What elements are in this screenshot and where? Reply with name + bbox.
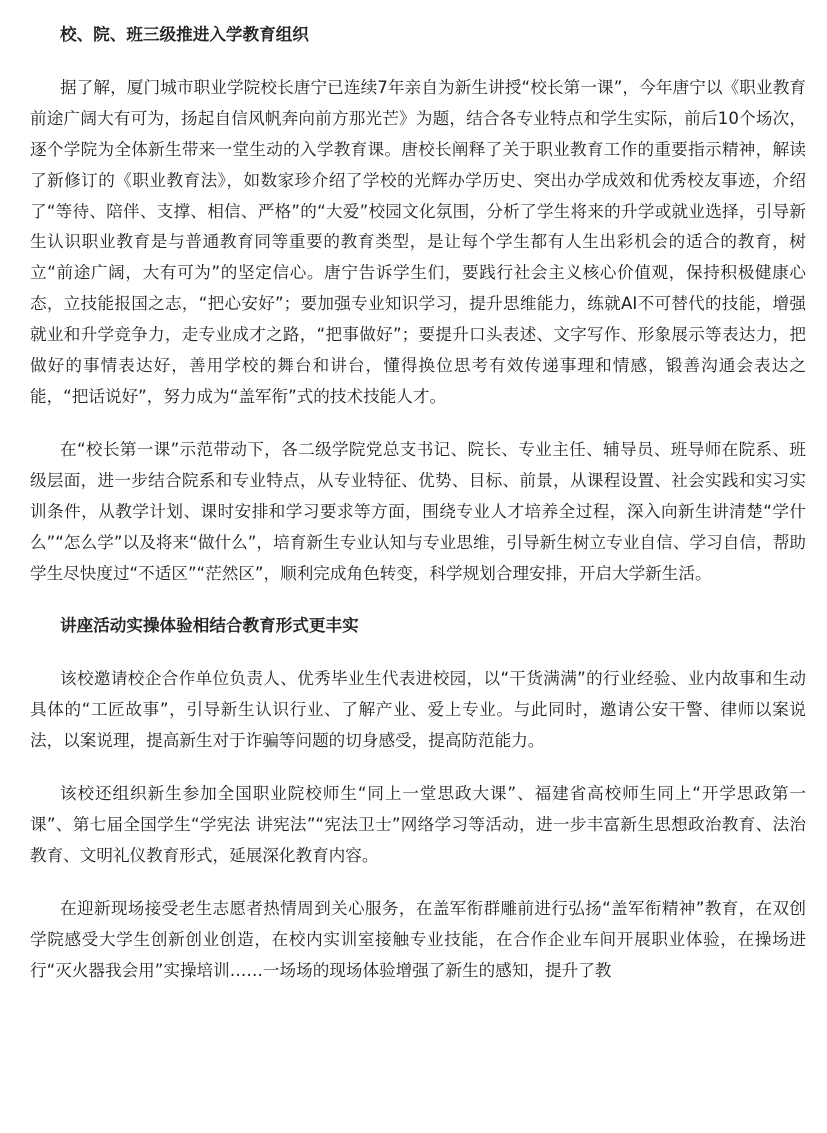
paragraph: 在迎新现场接受老生志愿者热情周到关心服务，在盖军衔群雕前进行弘扬“盖军衔精神”教育，在双创学院感受大学生创新创业创造，在校内实训室接触专业技能，在合作企业车间开展职业体验，在操场进行“灭火器我会用”实操培训……一场场的现场体验增强了新生的感知，提升了教	[30, 898, 806, 980]
paragraph: 在“校长第一课”示范带动下，各二级学院党总支书记、院长、专业主任、辅导员、班导师在院系、班级层面，进一步结合院系和专业特点，从专业特征、优势、目标、前景，从课程设置、社会实践和实习实训条件，从教学计划、课时安排和学习要求等方面，围绕专业人才培养全过程，深入向新生讲清楚“学什么”“怎么学”以及将来“做什么”，培育新生专业认知与专业思维，引导新生树立专业自信、学习自信，帮助学生尽快度过“不适区”“茫然区”，顺利完成角色转变，科学规划合理安排，开启大学新生活。	[30, 439, 806, 583]
paragraph: 据了解，厦门城市职业学院校长唐宁已连续7年亲自为新生讲授“校长第一课”，今年唐宁以《职业教育前途广阔大有可为，扬起自信风帆奔向前方那光芒》为题，结合各专业特点和学生实际，前后10个场次，逐个学院为全体新生带来一堂生动的入学教育课。唐校长阐释了关于职业教育工作的重要指示精神，解读了新修订的《职业教育法》，如数家珍介绍了学校的光辉办学历史、突出办学成效和优秀校友事迹，介绍了“等待、陪伴、支撑、相信、严格”的“大爱”校园文化氛围，分析了学生将来的升学或就业选择，引导新生认识职业教育是与普通教育同等重要的教育类型，是让每个学生都有人生出彩机会的适合的教育，树立“前途广阔，大有可为”的坚定信心。唐宁告诉学生们，要践行社会主义核心价值观，保持积极健康心态，立技能报国之志，“把心安好”；要加强专业知识学习，提升思维能力，练就AI不可替代的技能，增强就业和升学竞争力，走专业成才之路，“把事做好”；要提升口头表述、文字写作、形象展示等表达力，把做好的事情表达好，善用学校的舞台和讲台，懂得换位思考有效传递事理和情感，锻善沟通会表达之能，“把话说好”，努力成为“盖军衔”式的技术技能人才。	[30, 77, 806, 406]
section-heading-2: 讲座活动实操体验相结合教育形式更丰实	[60, 616, 359, 636]
paragraph: 该校还组织新生参加全国职业院校师生“同上一堂思政大课”、福建省高校师生同上“开学思政第一课”、第七届全国学生“学宪法 讲宪法”“宪法卫士”网络学习等活动，进一步丰富新生思想政治教育、法治教育、文明礼仪教育形式，延展深化教育内容。	[30, 784, 806, 865]
paragraph: 该校邀请校企合作单位负责人、优秀毕业生代表进校园，以“干货满满”的行业经验、业内故事和生动具体的“工匠故事”，引导新生认识行业、了解产业、爱上专业。与此同时，邀请公安干警、律师以案说法，以案说理，提高新生对于诈骗等问题的切身感受，提高防范能力。	[30, 669, 806, 751]
article-body	[30, 20, 806, 1008]
section-heading-1: 校、院、班三级推进入学教育组织	[60, 25, 309, 44]
